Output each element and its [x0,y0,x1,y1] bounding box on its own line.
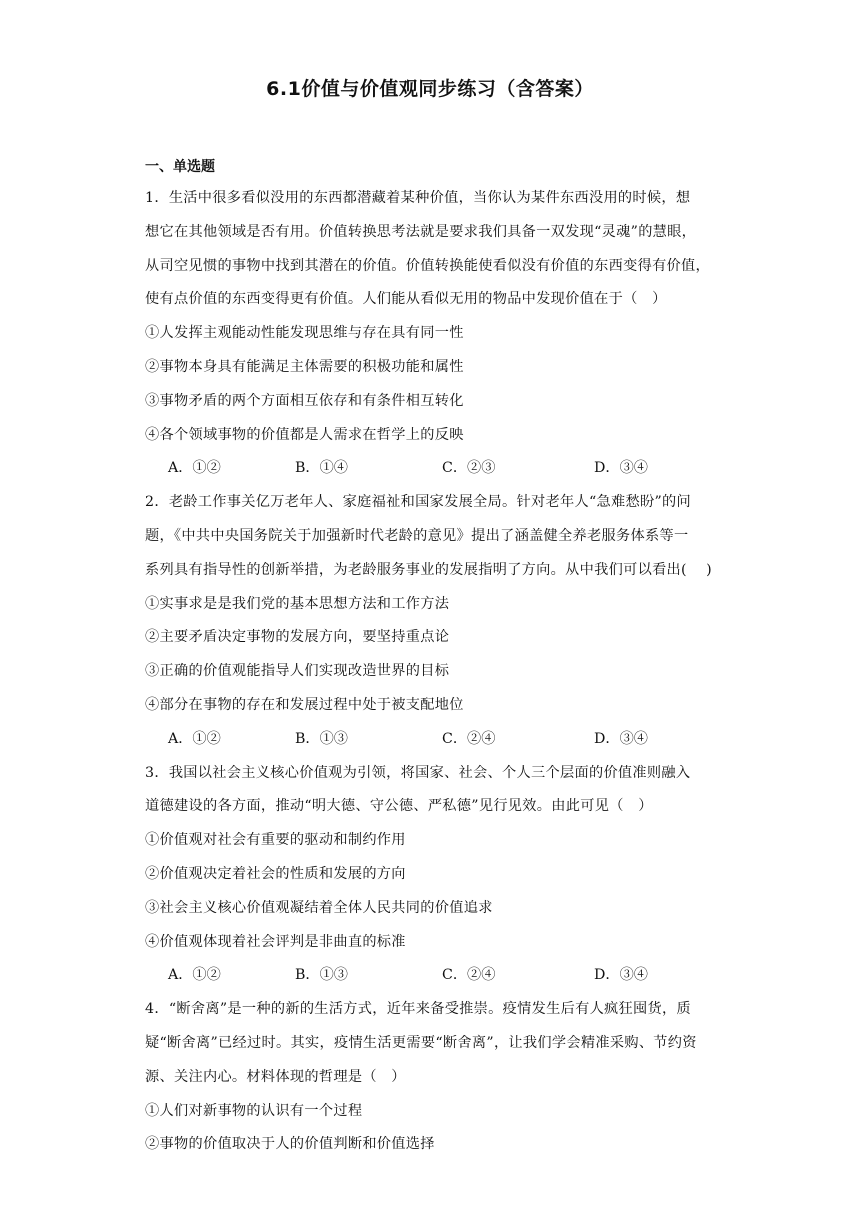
choice-d: D．③④ [594,730,648,747]
question-text-line: 疑“断舍离”已经过时。其实，疫情生活更需要“断舍离”，让我们学会精准采购、节约资 [145,1034,697,1051]
question-text-line: 4．“断舍离”是一种的新的生活方式，近年来备受推崇。疫情发生后有人疯狂囤货，质 [145,1001,691,1018]
section-heading: 一、单选题 [145,159,215,175]
statement: ③事物矛盾的两个方面相互依存和有条件相互转化 [145,392,464,409]
statement: ④各个领域事物的价值都是人需求在哲学上的反映 [145,426,464,443]
statement: ①实事求是是我们党的基本思想方法和工作方法 [145,595,450,612]
choice-b: B．①③ [295,967,348,984]
statement: ②事物的价值取决于人的价值判断和价值选择 [145,1136,435,1153]
question-text-line: 想它在其他领域是否有用。价值转换思考法就是要求我们具备一双发现“灵魂”的慧眼， [145,223,697,240]
question-text-line: 源、关注内心。材料体现的哲理是（ ） [145,1068,406,1085]
question-text-line: 使有点价值的东西变得更有价值。人们能从看似无用的物品中发现价值在于（ ） [145,291,667,308]
choice-d: D．③④ [594,967,648,984]
answer-choices [145,959,717,993]
document-title: 6.1价值与价值观同步练习（含答案） [266,78,594,100]
statement: ④部分在事物的存在和发展过程中处于被支配地位 [145,696,464,713]
statement: ①价值观对社会有重要的驱动和制约作用 [145,832,406,849]
question-text-line: 题，《中共中央国务院关于加强新时代老龄的意见》提出了涵盖健全养老服务体系等一 [145,527,689,544]
statement: ③正确的价值观能指导人们实现改造世界的目标 [145,663,450,680]
question-2 [145,486,717,756]
statement: ①人发挥主观能动性能发现思维与存在具有同一性 [145,325,464,342]
question-1 [145,182,717,486]
statement: ①人们对新事物的认识有一个过程 [145,1102,363,1119]
choice-c: C．②④ [442,730,496,747]
question-4 [145,993,717,1162]
choice-d: D．③④ [594,460,648,477]
choice-c: C．②④ [442,967,496,984]
question-text-line: 系列具有指导性的创新举措，为老龄服务事业的发展指明了方向。从中我们可以看出( ) [145,561,713,578]
choice-a: A．①② [168,460,221,477]
statement: ④价值观体现着社会评判是非曲直的标准 [145,933,406,950]
document-body [145,158,717,1162]
question-text-line: 3．我国以社会主义核心价值观为引领，将国家、社会、个人三个层面的价值准则融入 [145,764,691,781]
question-text-line: 1．生活中很多看似没用的东西都潜藏着某种价值，当你认为某件东西没用的时候，想 [145,190,691,206]
choice-b: B．①④ [295,460,348,477]
answer-choices [145,452,717,486]
question-text-line: 从司空见惯的事物中找到其潜在的价值。价值转换能使看似没有价值的东西变得有价值， [145,257,711,274]
statement: ②价值观决定着社会的性质和发展的方向 [145,865,406,882]
question-text-line: 道德建设的各方面，推动“明大德、守公德、严私德”见行见效。由此可见（ ） [145,798,653,815]
statement: ③社会主义核心价值观凝结着全体人民共同的价值追求 [145,899,493,916]
statement: ②主要矛盾决定事物的发展方向，要坚持重点论 [145,629,450,646]
answer-choices [145,723,717,757]
question-3 [145,757,717,994]
statement: ②事物本身具有能满足主体需要的积极功能和属性 [145,358,464,375]
choice-a: A．①② [168,967,221,984]
choice-a: A．①② [168,730,221,747]
question-text-line: 2．老龄工作事关亿万老年人、家庭福祉和国家发展全局。针对老年人“急难愁盼”的问 [145,494,691,511]
choice-b: B．①③ [295,730,348,747]
choice-c: C．②③ [442,460,496,477]
